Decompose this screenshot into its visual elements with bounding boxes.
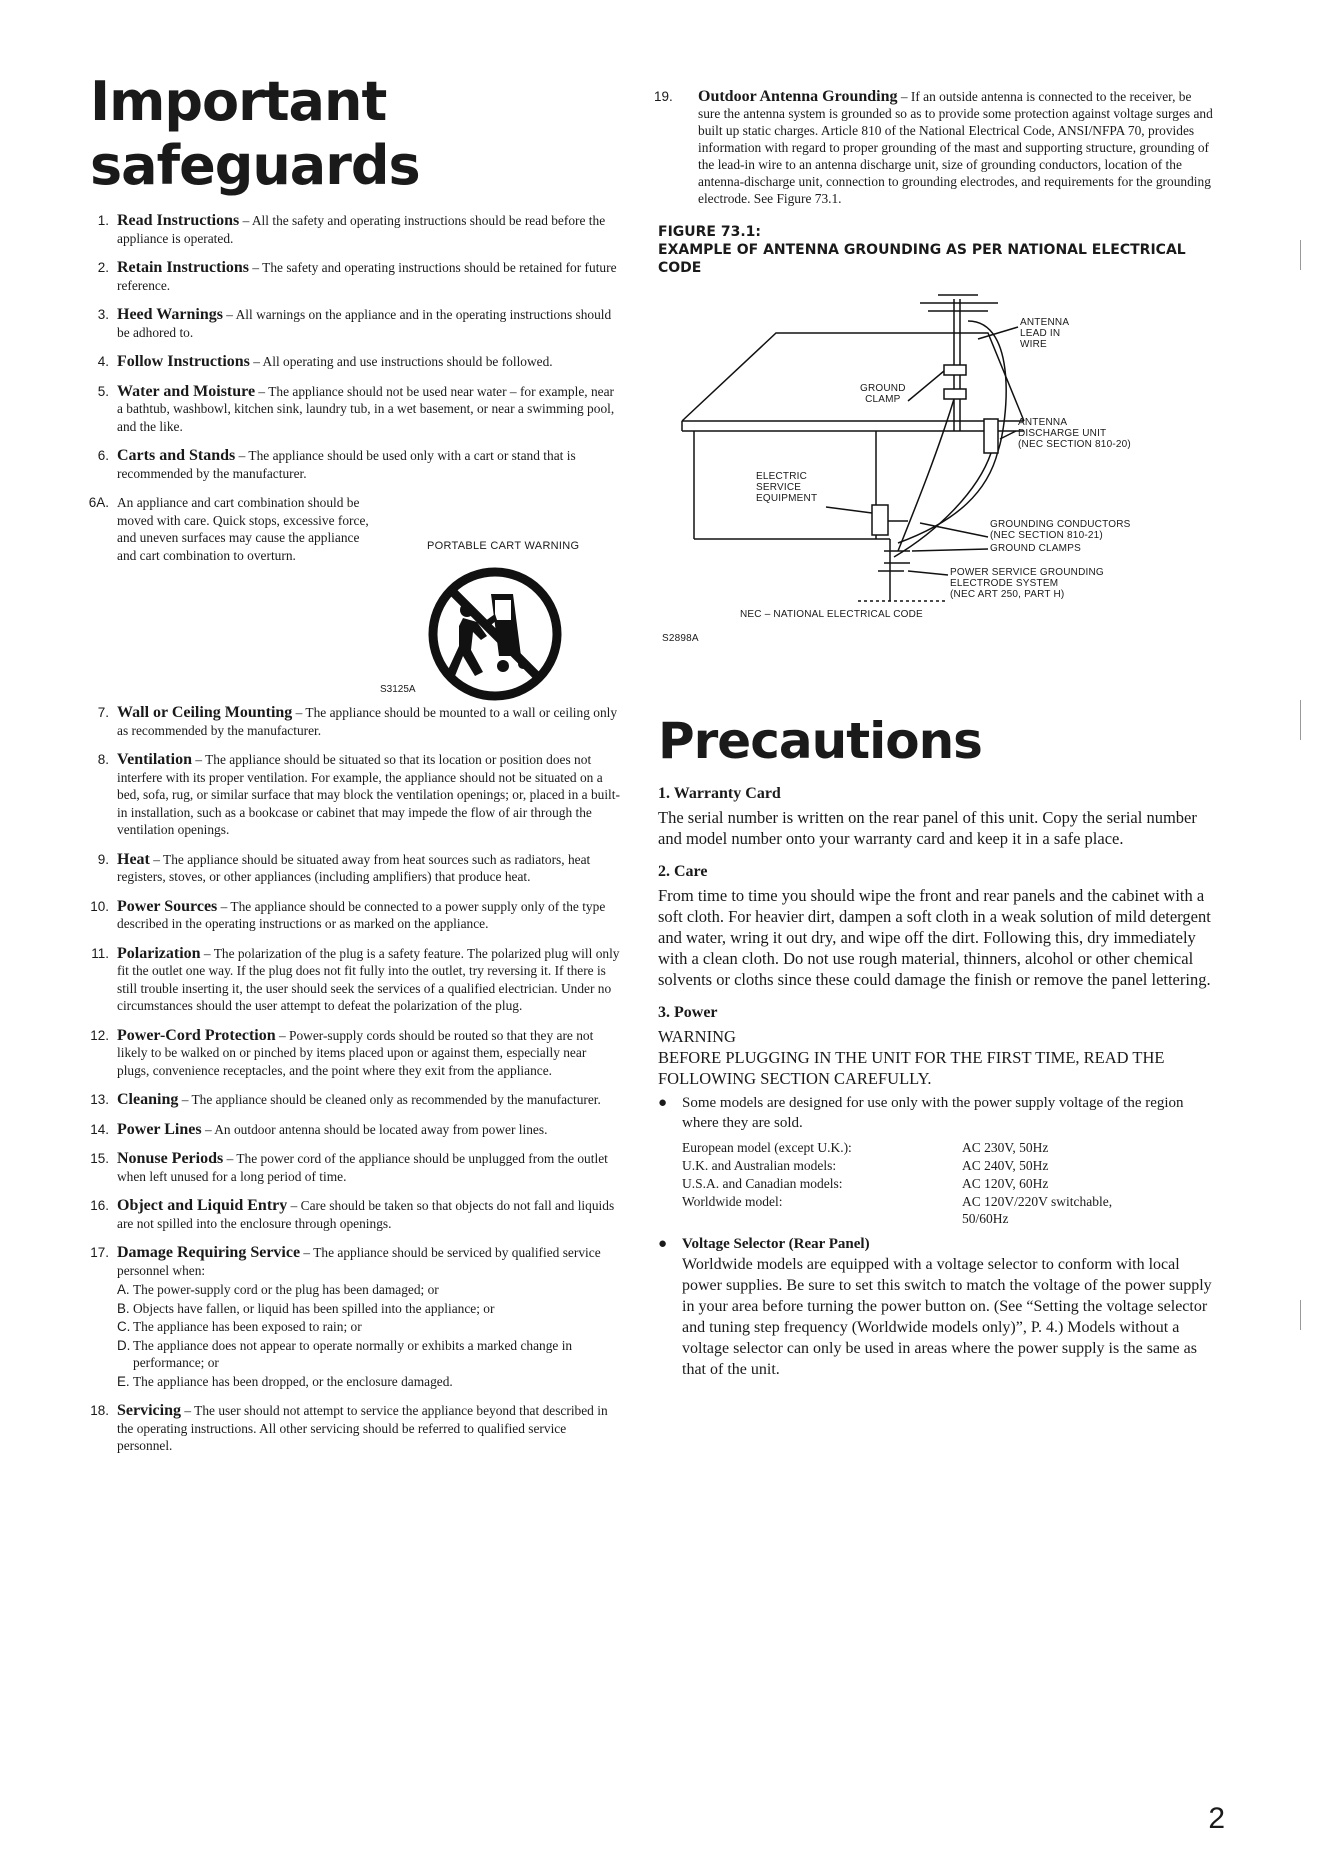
warranty-text: The serial number is written on the rear panel of this unit. Copy the serial number and model number onto your warranty card and keep it in a safe place. (658, 808, 1197, 848)
label-electric-service: ELECTRIC SERVICE EQUIPMENT (756, 471, 818, 504)
edge-mark (1300, 240, 1301, 270)
safeguards-list-1 (75, 212, 620, 482)
figure-title: EXAMPLE OF ANTENNA GROUNDING AS PER NATIONAL ELECTRICAL CODE (658, 242, 1186, 276)
section-power (658, 1004, 1213, 1380)
section-care (658, 863, 1213, 990)
power-warning: WARNING (658, 1027, 736, 1046)
item-6a-block (75, 494, 620, 704)
safeguard-item: 14. Power Lines – An outdoor antenna should be located away from power lines. (90, 1120, 548, 1138)
page-number: 2 (1208, 1802, 1225, 1835)
safeguard-item: 12. Power-Cord Protection – Power-supply cords should be routed so that they are not likely to be walked on or pinched by items placed upon or against them, especially near plugs, convenience receptacles, and the point where they exit from the appliance. (90, 1026, 594, 1078)
safeguard-item: 6. Carts and Stands – The appliance should be used only with a cart or stand that is recommended by the manufacturer. (97, 447, 576, 481)
cart-warning-icon (425, 564, 565, 704)
care-text: From time to time you should wipe the front and rear panels and the cabinet with a soft cloth. For heavier dirt, dampen a soft cloth in a weak solution of mild detergent and water, wring it out dry, and wipe off the dirt. Following this, dry immediately with a clean cloth. Do not use rough material, thinners, alcohol or other chemical solvents or cloths since these could damage the finish or remove the panel lettering. (658, 886, 1211, 989)
label-nec: NEC – NATIONAL ELECTRICAL CODE (740, 609, 923, 620)
cart-code: S3125A (380, 684, 416, 695)
cart-warning-label: PORTABLE CART WARNING (427, 540, 580, 552)
safeguard-item-19: 19. Outdoor Antenna Grounding – If an outside antenna is connected to the receiver, be sure the antenna system is grounded so as to provide some protection against voltage surges and built up static charges. Article 810 of the National Electrical Code, ANSI/NFPA 70, provides information with regard to proper grounding of the mast and supporting structure, grounding of the lead-in wire to an antenna discharge unit, size of grounding conductors, location of the antenna-discharge unit, connection to grounding electrodes, and requirements for the grounding electrode. See Figure 73.1. (654, 88, 1213, 206)
care-title: 2. Care (658, 863, 708, 880)
safeguard-item: 5. Water and Moisture – The appliance should not be used near water – for example, near a bathtub, washbowl, kitchen sink, laundry tub, in a wet basement, or near a swimming pool, and the like. (97, 382, 615, 434)
label-antenna-discharge-unit: ANTENNA DISCHARGE UNIT (NEC SECTION 810-20) (1018, 417, 1131, 450)
label-ground-clamps: GROUND CLAMPS (990, 543, 1081, 554)
antenna-grounding-diagram (658, 281, 1213, 711)
figure-number: FIGURE 73.1: (658, 224, 761, 240)
label-power-service: POWER SERVICE GROUNDING ELECTRODE SYSTEM (NEC ART 250, PART H) (950, 567, 1104, 600)
table-row: U.S.A. and Canadian models: AC 120V, 60Hz (682, 1176, 1049, 1191)
bullet-icon: ● (658, 1236, 668, 1252)
safeguard-item: 15. Nonuse Periods – The power cord of the appliance should be unplugged from the outlet when left unused for a long period of time. (90, 1150, 608, 1184)
condition-item: D. The appliance does not appear to operate normally or exhibits a marked change in performance; or (117, 1337, 573, 1370)
bullet-icon: ● (658, 1095, 668, 1111)
condition-item: A. The power-supply cord or the plug has been damaged; or (117, 1282, 439, 1297)
power-bullet-2 (658, 1234, 1213, 1380)
voltage-selector-title: Voltage Selector (Rear Panel) (682, 1236, 870, 1252)
table-row: Worldwide model: AC 120V/220V switchable, 50/60Hz (682, 1194, 1113, 1226)
edge-mark (1300, 1300, 1301, 1330)
power-warning-text: BEFORE PLUGGING IN THE UNIT FOR THE FIRST TIME, READ THE FOLLOWING SECTION CAREFULLY. (658, 1048, 1165, 1088)
label-ground-clamp: GROUND CLAMP (860, 383, 906, 405)
safeguards-list-2 (75, 704, 620, 1455)
condition-item: C. The appliance has been exposed to rain; or (117, 1319, 362, 1334)
safeguard-item: 9. Heat – The appliance should be situated away from heat sources such as radiators, heat registers, stoves, or other appliances (including amplifiers) that produce heat. (97, 850, 591, 884)
antenna-grounding-figure (658, 281, 1213, 711)
safeguard-item: 10. Power Sources – The appliance should be connected to a power supply only of the type described in the operating instructions or as marked on the appliance. (90, 897, 606, 931)
table-row: European model (except U.K.): AC 230V, 50Hz (682, 1140, 1049, 1155)
edge-mark (1300, 700, 1301, 740)
safeguard-item: 11. Polarization – The polarization of the plug is a safety feature. The polarized plug will only fit the outlet one way. If the plug does not fit fully into the outlet, try reversing it. If there is still trouble inserting it, the user should seek the services of a qualified electrician. Under no circumstances should the user attempt to defeat the polarization of the plug. (91, 944, 620, 1013)
safeguard-item: 17. Damage Requiring Service – The appliance should be serviced by qualified service personnel when: A. The power-supply cord or the plug has been damaged; or B. Objects have fallen, or liquid has been spilled into the appliance; or C. The appliance has been exposed to rain; or D. The appliance does not appear to operate normally or exhibits a marked change in performance; or E. The appliance has been dropped, or the enclosure damaged. (75, 1244, 620, 1390)
left-column (75, 70, 620, 1467)
safeguard-item: 3. Heed Warnings – All warnings on the appliance and in the operating instructions should be adhored to. (97, 306, 612, 340)
safeguard-item: 7. Wall or Ceiling Mounting – The appliance should be mounted to a wall or ceiling only as recommended by the manufacturer. (97, 704, 618, 738)
condition-item: B. Objects have fallen, or liquid has been spilled into the appliance; or (117, 1300, 495, 1316)
safeguard-item: 2. Retain Instructions – The safety and operating instructions should be retained for future reference. (97, 259, 617, 293)
damage-conditions-list (117, 1281, 620, 1390)
important-safeguards-title: Important safeguards (90, 70, 420, 197)
safeguard-item-6a: 6A. An appliance and cart combination should be moved with care. Quick stops, excessive force, and uneven surfaces may cause the appliance and cart combination to overturn. (88, 495, 369, 563)
right-column (654, 88, 1213, 1380)
power-title: 3. Power (658, 1004, 718, 1021)
precautions-title: Precautions (658, 712, 982, 770)
safeguard-item: 16. Object and Liquid Entry – Care should be taken so that objects do not fall and liquids are not spilled into the enclosure through openings. (90, 1197, 615, 1231)
voltage-selector-text: Worldwide models are equipped with a voltage selector to conform with local power supplies. Be sure to set this switch to match the voltage of the power supply in your area before turning the power button on. (See “Setting the voltage selector and tuning step frequency (Worldwide models only)”, P. 4.) Models without a voltage selector can only be used in areas where the power supply is the same as that of the unit. (682, 1256, 1212, 1378)
voltage-table (682, 1139, 1152, 1228)
table-row: U.K. and Australian models: AC 240V, 50Hz (682, 1158, 1049, 1173)
safeguard-item: 1. Read Instructions – All the safety and operating instructions should be read before the appliance is operated. (97, 212, 606, 246)
power-bullet-1: ● Some models are designed for use only with the power supply voltage of the region where they are sold. (658, 1095, 1184, 1131)
figure-code: S2898A (662, 633, 699, 644)
warranty-title: 1. Warranty Card (658, 785, 781, 802)
label-grounding-conductors: GROUNDING CONDUCTORS (NEC SECTION 810-21) (990, 519, 1131, 541)
safeguard-item: 13. Cleaning – The appliance should be cleaned only as recommended by the manufacturer. (90, 1091, 601, 1108)
safeguard-item: 4. Follow Instructions – All operating and use instructions should be followed. (97, 353, 553, 370)
label-antenna-lead-in: ANTENNA LEAD IN WIRE (1020, 317, 1070, 350)
safeguard-item: 8. Ventilation – The appliance should be situated so that its location or position does not interfere with its proper ventilation. For example, the appliance should not be situated on a bed, sofa, rug, or similar surface that may block the ventilation openings; or, placed in a built-in installation, such as a bookcase or cabinet that may impede the flow of air through the ventilation openings. (97, 751, 620, 837)
figure-caption (658, 223, 1213, 277)
condition-item: E. The appliance has been dropped, or the enclosure damaged. (117, 1373, 453, 1389)
safeguard-item: 18. Servicing – The user should not attempt to service the appliance beyond that described in the operating instructions. All other servicing should be referred to qualified service personnel. (90, 1402, 608, 1453)
section-warranty (658, 785, 1213, 849)
